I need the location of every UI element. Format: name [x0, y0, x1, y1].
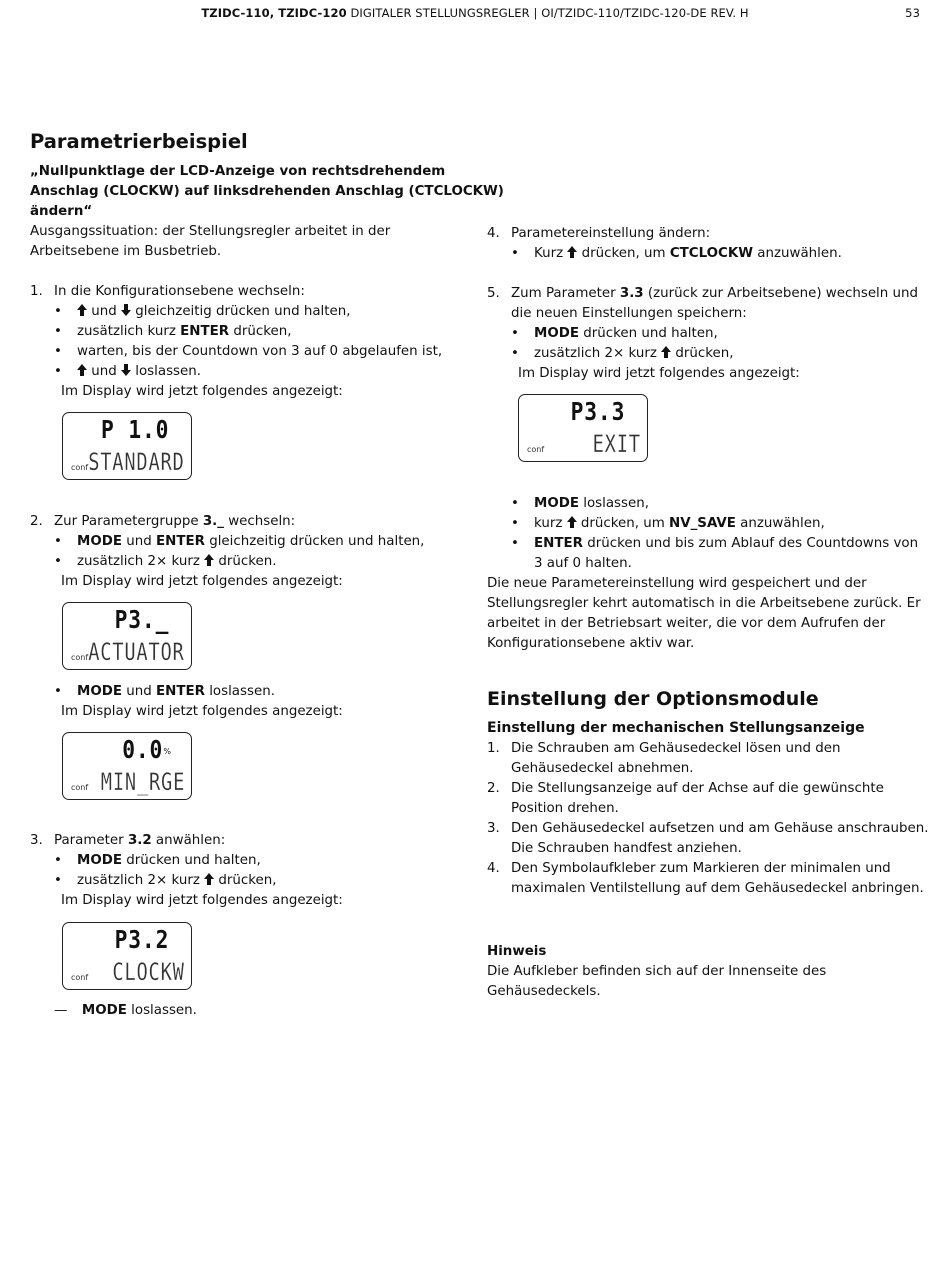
- section-title: Einstellung der Optionsmodule: [487, 688, 819, 710]
- step-number: 1.: [30, 284, 43, 299]
- bullet-text: anzuwählen,: [735, 516, 825, 531]
- lcd-display-p3-2: [62, 922, 192, 990]
- step-text: Den Symbolaufkleber zum Markieren der minimalen und: [511, 861, 891, 876]
- display-caption: Im Display wird jetzt folgendes angezeigt:: [61, 384, 343, 399]
- lcd-display-min-rge: [62, 732, 192, 800]
- bullet-text: drücken,: [671, 346, 734, 361]
- bullet-text: Kurz: [534, 246, 568, 261]
- display-caption: Im Display wird jetzt folgendes angezeigt:: [61, 704, 343, 719]
- key-enter: ENTER: [155, 684, 205, 699]
- bullet-text: anzuwählen.: [753, 246, 842, 261]
- lcd-parameter: P3.3: [570, 397, 625, 426]
- parameter-id: 3.2: [127, 833, 152, 848]
- lcd-text: CLOCKW: [112, 958, 185, 986]
- bullet-text: drücken,: [214, 873, 277, 888]
- display-caption: Im Display wird jetzt folgendes angezeigt:: [61, 574, 343, 589]
- dash-marker: —: [54, 1003, 68, 1018]
- step-2-release: [30, 682, 470, 722]
- bullet-text: gleichzeitig drücken und halten,: [131, 304, 351, 319]
- step-number: 5.: [487, 286, 500, 301]
- bullet-text: zusätzlich 2× kurz: [534, 346, 662, 361]
- subsection-title: [487, 718, 927, 738]
- result-line: arbeitet in der Betriebsart weiter, die vor dem Aufrufen der: [487, 616, 886, 631]
- subtitle-line: „Nullpunktlage der LCD-Anzeige von rechtsdrehendem: [30, 164, 446, 179]
- parameter-id: 3.3: [619, 286, 644, 301]
- step-2: [30, 512, 470, 592]
- lcd-conf-label: conf: [71, 463, 89, 472]
- lcd-conf-label: conf: [71, 653, 89, 662]
- lcd-conf-label: conf: [71, 783, 89, 792]
- bullet-text: und: [87, 304, 121, 319]
- bullet-text: drücken,: [229, 324, 292, 339]
- subtitle-line: Anschlag (CLOCKW) auf linksdrehenden Anschlag (CTCLOCKW): [30, 184, 504, 199]
- step-text: die neuen Einstellungen speichern:: [511, 306, 747, 321]
- bullet-text: zusätzlich 2× kurz: [77, 873, 205, 888]
- step-number: 3.: [487, 821, 500, 836]
- key-mode: MODE: [534, 326, 579, 341]
- lcd-display-p3: [62, 602, 192, 670]
- step-text: anwählen:: [151, 833, 226, 848]
- arrow-down-icon: [121, 304, 131, 316]
- step-number: 3.: [30, 833, 43, 848]
- bullet-text: drücken, um: [576, 516, 670, 531]
- step-number: 1.: [487, 741, 500, 756]
- page-title: Parametrierbeispiel: [30, 130, 248, 153]
- bullet-text: drücken und halten,: [578, 326, 718, 341]
- step-text: Die Stellungsanzeige auf der Achse auf die gewünschte: [511, 781, 884, 796]
- step-3-release: [54, 1001, 454, 1021]
- step-number: 4.: [487, 226, 500, 241]
- lcd-display-p3-3: [518, 394, 648, 462]
- bullet-text: drücken und halten,: [121, 853, 261, 868]
- bullet-text: und: [121, 534, 156, 549]
- key-mode: MODE: [534, 496, 579, 511]
- lcd-conf-label: conf: [71, 973, 89, 982]
- key-mode: MODE: [77, 684, 122, 699]
- lcd-percent-sign: %: [163, 747, 171, 756]
- step-1: [30, 282, 470, 402]
- step-3: [30, 831, 470, 911]
- arrow-up-icon: [77, 364, 87, 376]
- bullet-text: drücken.: [214, 554, 277, 569]
- key-mode: MODE: [77, 853, 122, 868]
- step-text: Parametereinstellung ändern:: [511, 226, 711, 241]
- result-line: Die neue Parametereinstellung wird gespeichert und der: [487, 576, 867, 591]
- lcd-text: MIN_RGE: [100, 768, 185, 796]
- step-text: maximalen Ventilstellung auf dem Gehäusedeckel anbringen.: [511, 881, 924, 896]
- note-box: [487, 942, 927, 1002]
- intro-line: Arbeitsebene im Busbetrieb.: [30, 244, 222, 259]
- bullet-text: kurz: [534, 516, 567, 531]
- step-4: [487, 224, 927, 264]
- arrow-up-icon: [204, 873, 214, 885]
- step-number: 4.: [487, 861, 500, 876]
- result-line: Konfigurationsebene aktiv war.: [487, 636, 695, 651]
- note-title: Hinweis: [487, 944, 547, 959]
- step-text: Parameter: [54, 833, 128, 848]
- key-enter: ENTER: [534, 536, 583, 551]
- step-text: wechseln:: [223, 514, 296, 529]
- step-5: [487, 284, 927, 384]
- arrow-up-icon: [567, 516, 577, 528]
- bullet-text: warten, bis der Countdown von 3 auf 0 abgelaufen ist,: [77, 344, 443, 359]
- page-header: [0, 3, 950, 23]
- step-text: In die Konfigurationsebene wechseln:: [54, 284, 305, 299]
- step-text: Gehäusedeckel abnehmen.: [511, 761, 694, 776]
- option-nv-save: NV_SAVE: [669, 516, 736, 531]
- key-mode: MODE: [77, 534, 122, 549]
- lcd-text: STANDARD: [88, 448, 185, 476]
- arrow-up-icon: [204, 554, 214, 566]
- header-document-id: DIGITALER STELLUNGSREGLER | OI/TZIDC-110/TZIDC-120-DE REV. H: [346, 6, 749, 20]
- bullet-text: drücken, um: [577, 246, 670, 261]
- lcd-conf-label: conf: [527, 445, 545, 454]
- intro-line: Ausgangssituation: der Stellungsregler arbeitet in der: [30, 224, 391, 239]
- page-number: 53: [905, 6, 920, 20]
- step-text: Position drehen.: [511, 801, 619, 816]
- lcd-parameter: 0.0: [122, 735, 163, 764]
- example-subtitle: [30, 162, 504, 262]
- bullet-text: und: [87, 364, 121, 379]
- header-product: TZIDC-110, TZIDC-120: [201, 6, 347, 20]
- bullet-text: loslassen.: [204, 684, 275, 699]
- option-ctclockw: CTCLOCKW: [669, 246, 754, 261]
- lcd-parameter: P3.2: [114, 925, 169, 954]
- bullet-text: und: [121, 684, 156, 699]
- arrow-down-icon: [121, 364, 131, 376]
- step-text: Zum Parameter: [511, 286, 620, 301]
- arrow-up-icon: [77, 304, 87, 316]
- note-line: Gehäusedeckels.: [487, 984, 601, 999]
- subtitle-line: ändern“: [30, 204, 93, 219]
- arrow-up-icon: [661, 346, 671, 358]
- bullet-text: loslassen.: [131, 364, 202, 379]
- step-text: Zur Parametergruppe: [54, 514, 203, 529]
- step-text: Die Schrauben am Gehäusedeckel lösen und den: [511, 741, 841, 756]
- bullet-text: zusätzlich kurz: [77, 324, 181, 339]
- parameter-group: 3._: [202, 514, 224, 529]
- bullet-text: loslassen.: [126, 1003, 197, 1018]
- lcd-parameter: P 1.0: [100, 415, 169, 444]
- key-enter: ENTER: [180, 324, 230, 339]
- bullet-text: zusätzlich 2× kurz: [77, 554, 205, 569]
- lcd-text: EXIT: [592, 430, 641, 458]
- step-5-save: [487, 494, 927, 654]
- step-text: Den Gehäusedeckel aufsetzen und am Gehäuse anschrauben.: [511, 821, 929, 836]
- display-caption: Im Display wird jetzt folgendes angezeigt:: [61, 893, 343, 908]
- note-line: Die Aufkleber befinden sich auf der Innenseite des: [487, 964, 827, 979]
- lcd-parameter: P3._: [114, 605, 169, 634]
- bullet-text: 3 auf 0 halten.: [534, 556, 632, 571]
- display-caption: Im Display wird jetzt folgendes angezeigt:: [518, 366, 800, 381]
- key-enter: ENTER: [155, 534, 205, 549]
- arrow-up-icon: [567, 246, 577, 258]
- mechanical-indicator-steps: [487, 739, 927, 899]
- subsection-heading: Einstellung der mechanischen Stellungsanzeige: [487, 720, 865, 736]
- step-number: 2.: [487, 781, 500, 796]
- lcd-display-p1-0: [62, 412, 192, 480]
- bullet-text: drücken und bis zum Ablauf des Countdowns von: [582, 536, 919, 551]
- lcd-text: ACTUATOR: [88, 638, 185, 666]
- step-text: (zurück zur Arbeitsebene) wechseln und: [643, 286, 918, 301]
- step-number: 2.: [30, 514, 43, 529]
- key-mode: MODE: [81, 1003, 127, 1018]
- step-text: Die Schrauben handfest anziehen.: [511, 841, 742, 856]
- bullet-text: gleichzeitig drücken und halten,: [204, 534, 425, 549]
- result-line: Stellungsregler kehrt automatisch in die Arbeitsebene zurück. Er: [487, 596, 921, 611]
- bullet-text: loslassen,: [578, 496, 649, 511]
